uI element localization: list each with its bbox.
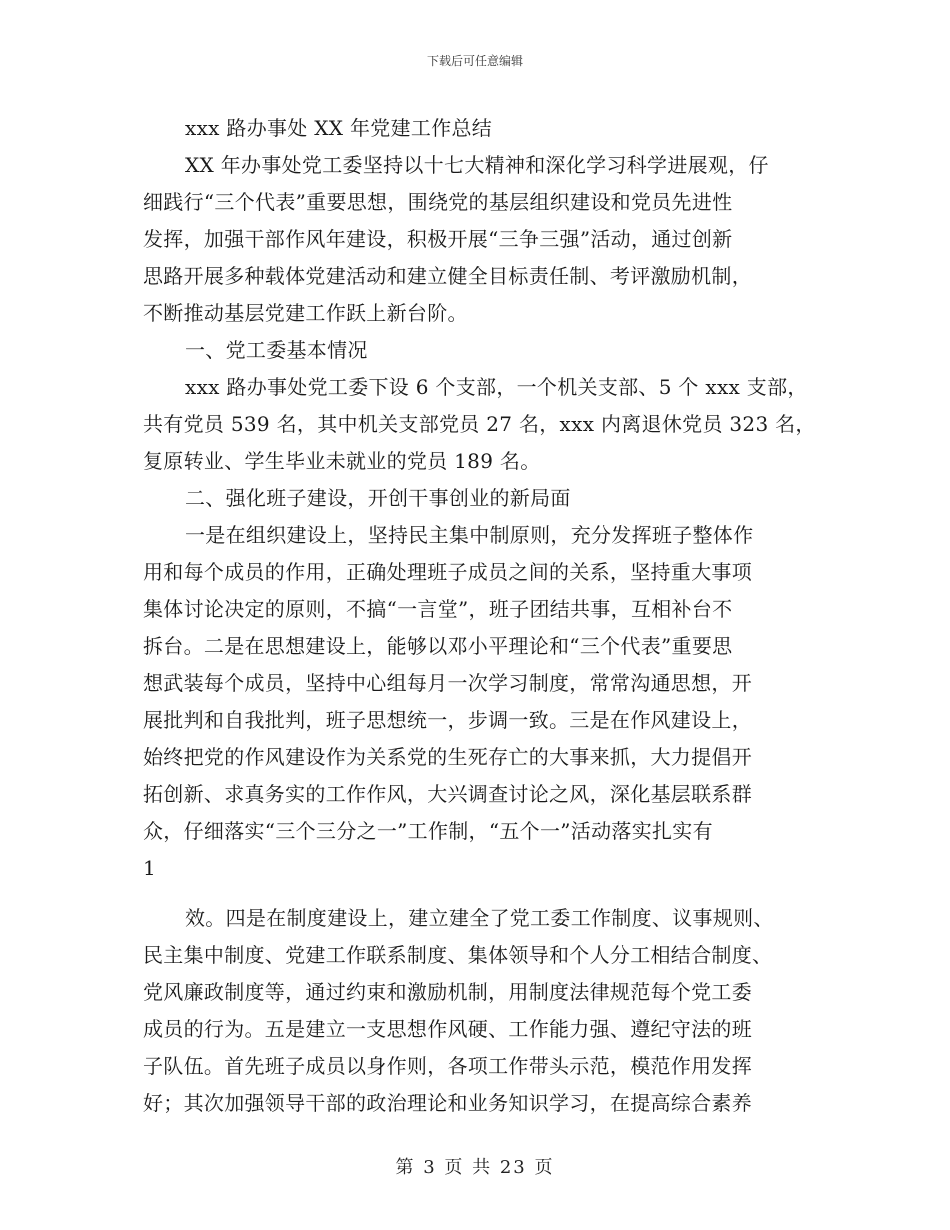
text-line: 子队伍。首先班子成员以身作则，各项工作带头示范，模范作用发挥 — [143, 1054, 752, 1078]
text-line: 集体讨论决定的原则，不搞“一言堂”，班子团结共事，互相补台不 — [143, 597, 733, 621]
text-line: 拓创新、求真务实的工作作风，大兴调查讨论之风，深化基层联系群 — [143, 782, 752, 806]
text-line: 发挥，加强干部作风年建设，积极开展“三争三强”活动，通过创新 — [143, 227, 733, 251]
text-line: 民主集中制度、党建工作联系制度、集体领导和个人分工相结合制度、 — [143, 943, 773, 967]
text-line: XX 年办事处党工委坚持以十七大精神和深化学习科学进展观，仔 — [185, 153, 769, 177]
text-line: 复原转业、学生毕业未就业的党员 189 名。 — [143, 449, 541, 473]
text-line: xxx 路办事处党工委下设 6 个支部，一个机关支部、5 个 xxx 支部， — [185, 375, 808, 399]
text-line: 一是在组织建设上，坚持民主集中制原则，充分发挥班子整体作 — [185, 523, 754, 547]
text-line: 好；其次加强领导干部的政治理论和业务知识学习，在提高综合素养 — [143, 1091, 752, 1115]
text-line: 始终把党的作风建设作为关系党的生死存亡的大事来抓，大力提倡开 — [143, 745, 752, 769]
text-line: 思路开展多种载体党建活动和建立健全目标责任制、考评激励机制， — [143, 264, 752, 288]
text-line: 二、强化班子建设，开创干事创业的新局面 — [185, 486, 571, 510]
text-line: 细践行“三个代表”重要思想，围绕党的基层组织建设和党员先进性 — [143, 190, 733, 214]
page-footer: 第 3 页 共 23 页 — [395, 1157, 555, 1178]
text-line: 拆台。二是在思想建设上，能够以邓小平理论和“三个代表”重要思 — [143, 634, 733, 658]
page-header-note: 下载后可任意编辑 — [426, 54, 523, 68]
text-line: 展批判和自我批判，班子思想统一，步调一致。三是在作风建设上， — [143, 708, 752, 732]
text-line: 党风廉政制度等，通过约束和激励机制，用制度法律规范每个党工委 — [143, 980, 752, 1004]
text-line: xxx 路办事处 XX 年党建工作总结 — [185, 116, 493, 140]
text-line: 用和每个成员的作用，正确处理班子成员之间的关系，坚持重大事项 — [143, 560, 752, 584]
text-line: 一、党工委基本情况 — [185, 338, 368, 362]
text-line: 想武装每个成员，坚持中心组每月一次学习制度，常常沟通思想，开 — [143, 671, 752, 695]
text-line: 成员的行为。五是建立一支思想作风硬、工作能力强、遵纪守法的班 — [143, 1017, 752, 1041]
text-line: 共有党员 539 名，其中机关支部党员 27 名，xxx 内离退休党员 323 名， — [143, 412, 816, 436]
document-body — [143, 110, 816, 1122]
text-line: 不断推动基层党建工作跃上新台阶。 — [143, 301, 468, 325]
inline-page-number: 1 — [143, 856, 157, 880]
text-line: 效。四是在制度建设上，建立建全了党工委工作制度、议事规则、 — [185, 906, 774, 930]
text-line: 众，仔细落实“三个三分之一”工作制，“五个一”活动落实扎实有 — [143, 819, 713, 843]
